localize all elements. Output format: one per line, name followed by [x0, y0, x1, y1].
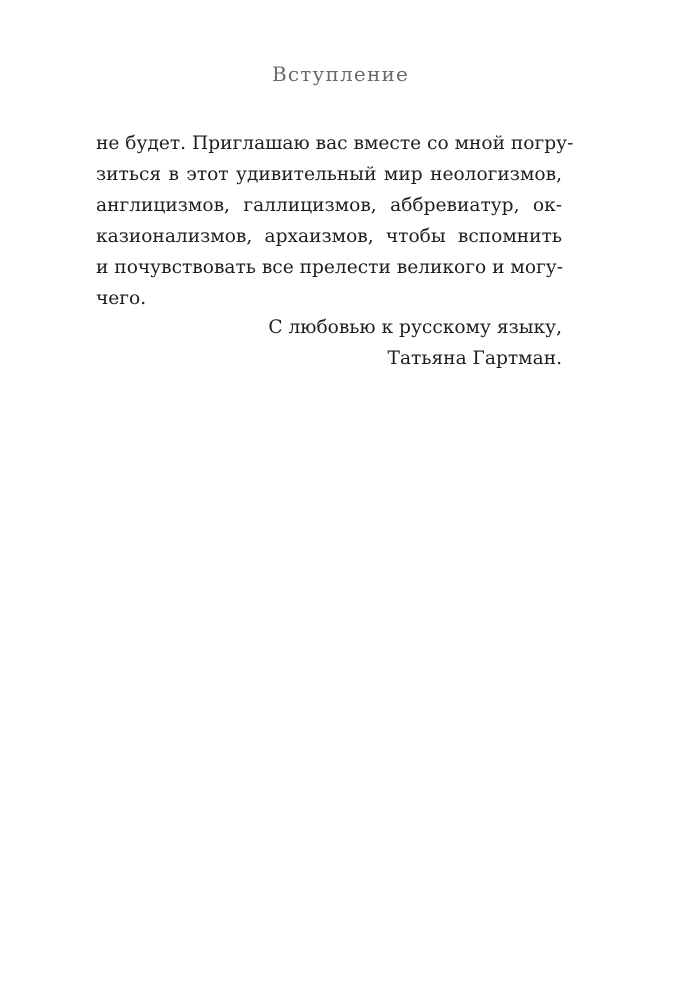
body-paragraph [96, 128, 574, 314]
text-line: чего. [96, 288, 147, 309]
signature-closing: С любовью к русскому языку, [268, 317, 562, 338]
signature-block [96, 312, 562, 374]
text-line: и почувствовать все прелести великого и могу- [96, 257, 564, 278]
signature-author: Татьяна Гартман. [387, 348, 562, 369]
text-line: казионализмов, архаизмов, чтобы вспомнить [96, 226, 562, 247]
text-line: зиться в этот удивительный мир неологизмов, [96, 164, 562, 185]
page-title: Вступление [271, 62, 410, 86]
text-line: не будет. Приглашаю вас вместе со мной погру- [96, 133, 574, 154]
text-line: англицизмов, галлицизмов, аббревиатур, ок- [96, 195, 562, 216]
